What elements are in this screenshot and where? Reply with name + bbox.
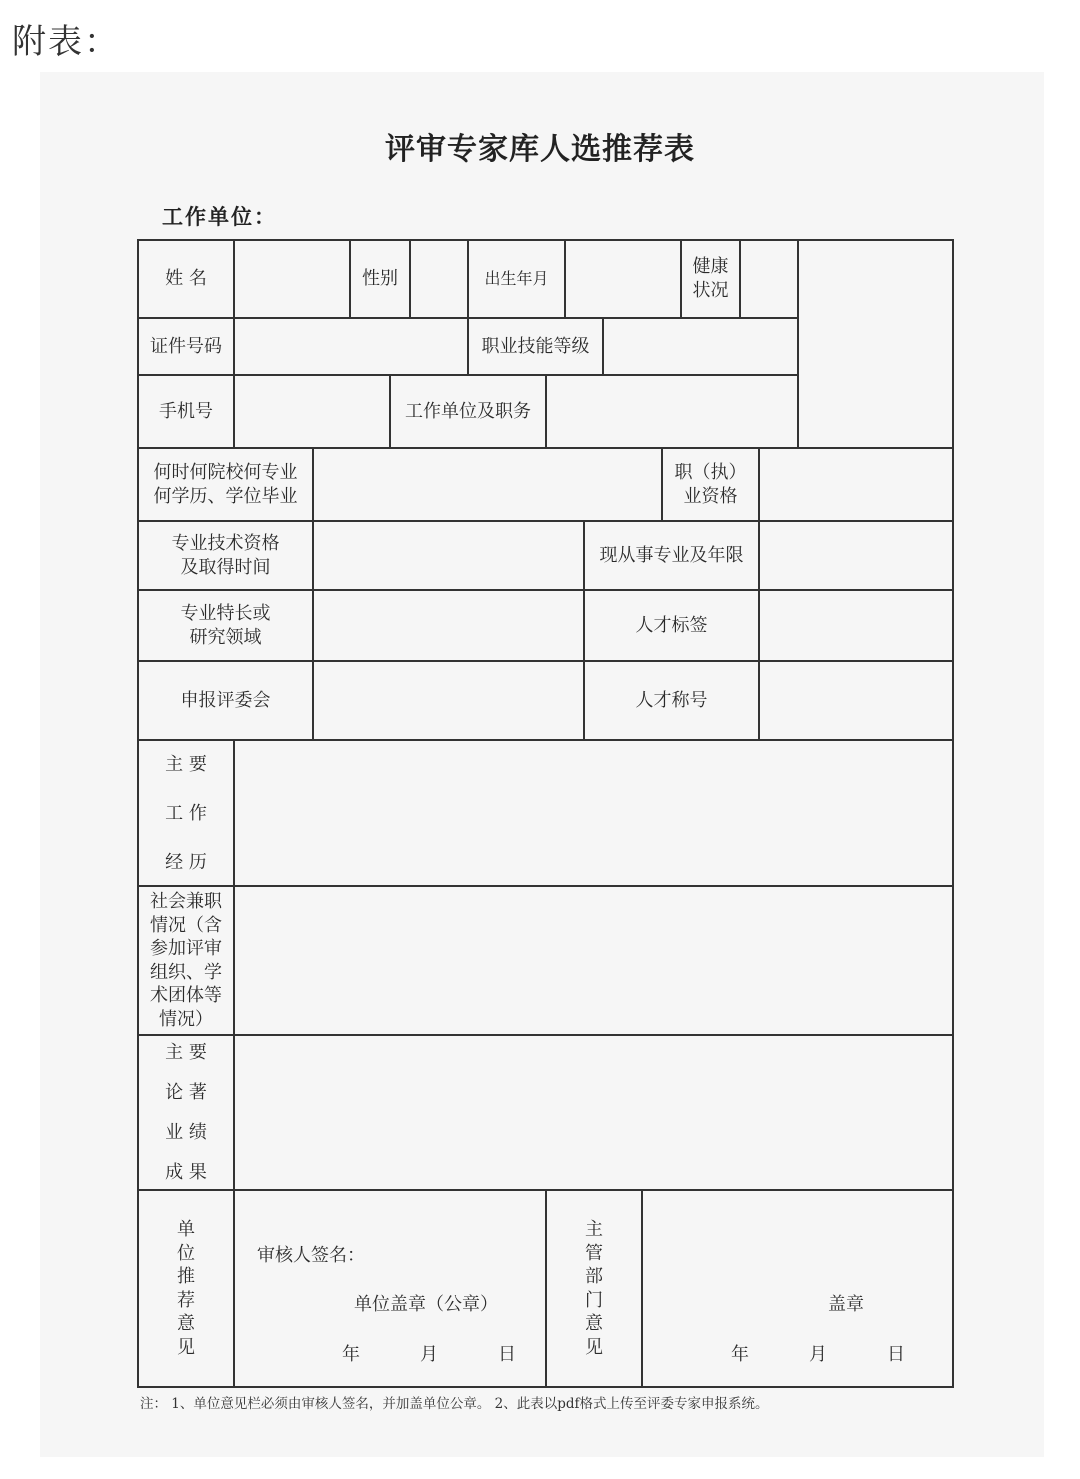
form-title: 评审专家库人选推荐表 — [385, 132, 695, 167]
dept-month-label: 月 — [809, 1344, 827, 1365]
social-roles-label: 社会兼职 情况（含 参加评审 组织、学 术团体等 情况） — [150, 891, 222, 1030]
unit-month-label: 月 — [420, 1344, 438, 1365]
current-major-label: 现从事专业及年限 — [599, 544, 744, 566]
work-history-label: 主 要 工 作 经 历 — [165, 753, 207, 873]
form-note: 注： 1、单位意见栏必须由审核人签名，并加盖单位公章。 2、此表以pdf格式上传至评委专家申报系统。 — [140, 1396, 769, 1412]
unit-opinion-label: 单 位 推 荐 意 见 — [177, 1219, 195, 1358]
dept-seal-label: 盖章 — [828, 1294, 864, 1315]
col-divider — [641, 1189, 643, 1388]
talent-title-label: 人才称号 — [635, 689, 708, 711]
table-border-right — [952, 239, 954, 1388]
gender-label: 性别 — [362, 268, 398, 289]
education-label: 何时何院校何专业 何学历、学位毕业 — [153, 461, 298, 507]
achievements-label: 主 要 论 著 业 绩 成 果 — [165, 1041, 207, 1183]
dept-year-label: 年 — [731, 1344, 749, 1365]
dept-opinion-label: 主 管 部 门 意 见 — [585, 1219, 603, 1358]
work-unit-label: 工作单位： — [162, 204, 277, 229]
col-divider — [564, 239, 566, 319]
col-divider — [739, 239, 741, 319]
unit-year-label: 年 — [342, 1344, 360, 1365]
col-divider — [545, 374, 547, 449]
col-divider — [602, 317, 604, 376]
name-label: 姓 名 — [165, 268, 207, 289]
work-position-label: 工作单位及职务 — [405, 400, 531, 422]
tech-title-label: 专业技术资格 及取得时间 — [171, 532, 280, 578]
col-divider — [233, 239, 235, 449]
specialty-label: 专业特长或 研究领域 — [180, 602, 271, 648]
dept-day-label: 日 — [887, 1344, 905, 1365]
col-divider — [233, 739, 235, 1388]
id-number-label: 证件号码 — [150, 335, 222, 357]
row-divider — [137, 885, 954, 887]
reviewer-signature-label: 审核人签名： — [257, 1245, 365, 1266]
talent-tag-label: 人才标签 — [635, 614, 708, 636]
health-label: 健康 状况 — [692, 256, 729, 301]
photo-area-divider — [797, 239, 799, 449]
phone-label: 手机号 — [159, 400, 213, 422]
skill-level-label: 职业技能等级 — [481, 335, 590, 357]
col-divider — [409, 239, 411, 319]
birth-label: 出生年月 — [484, 269, 549, 288]
qualification-label: 职（执） 业资格 — [674, 461, 747, 507]
col-divider — [758, 447, 760, 741]
col-divider — [312, 447, 314, 741]
committee-label: 申报评委会 — [180, 689, 271, 711]
attachment-heading: 附表： — [12, 22, 120, 62]
unit-day-label: 日 — [498, 1344, 516, 1365]
row-divider — [137, 1034, 954, 1036]
row-divider — [137, 739, 954, 741]
unit-seal-label: 单位盖章（公章） — [354, 1294, 498, 1315]
